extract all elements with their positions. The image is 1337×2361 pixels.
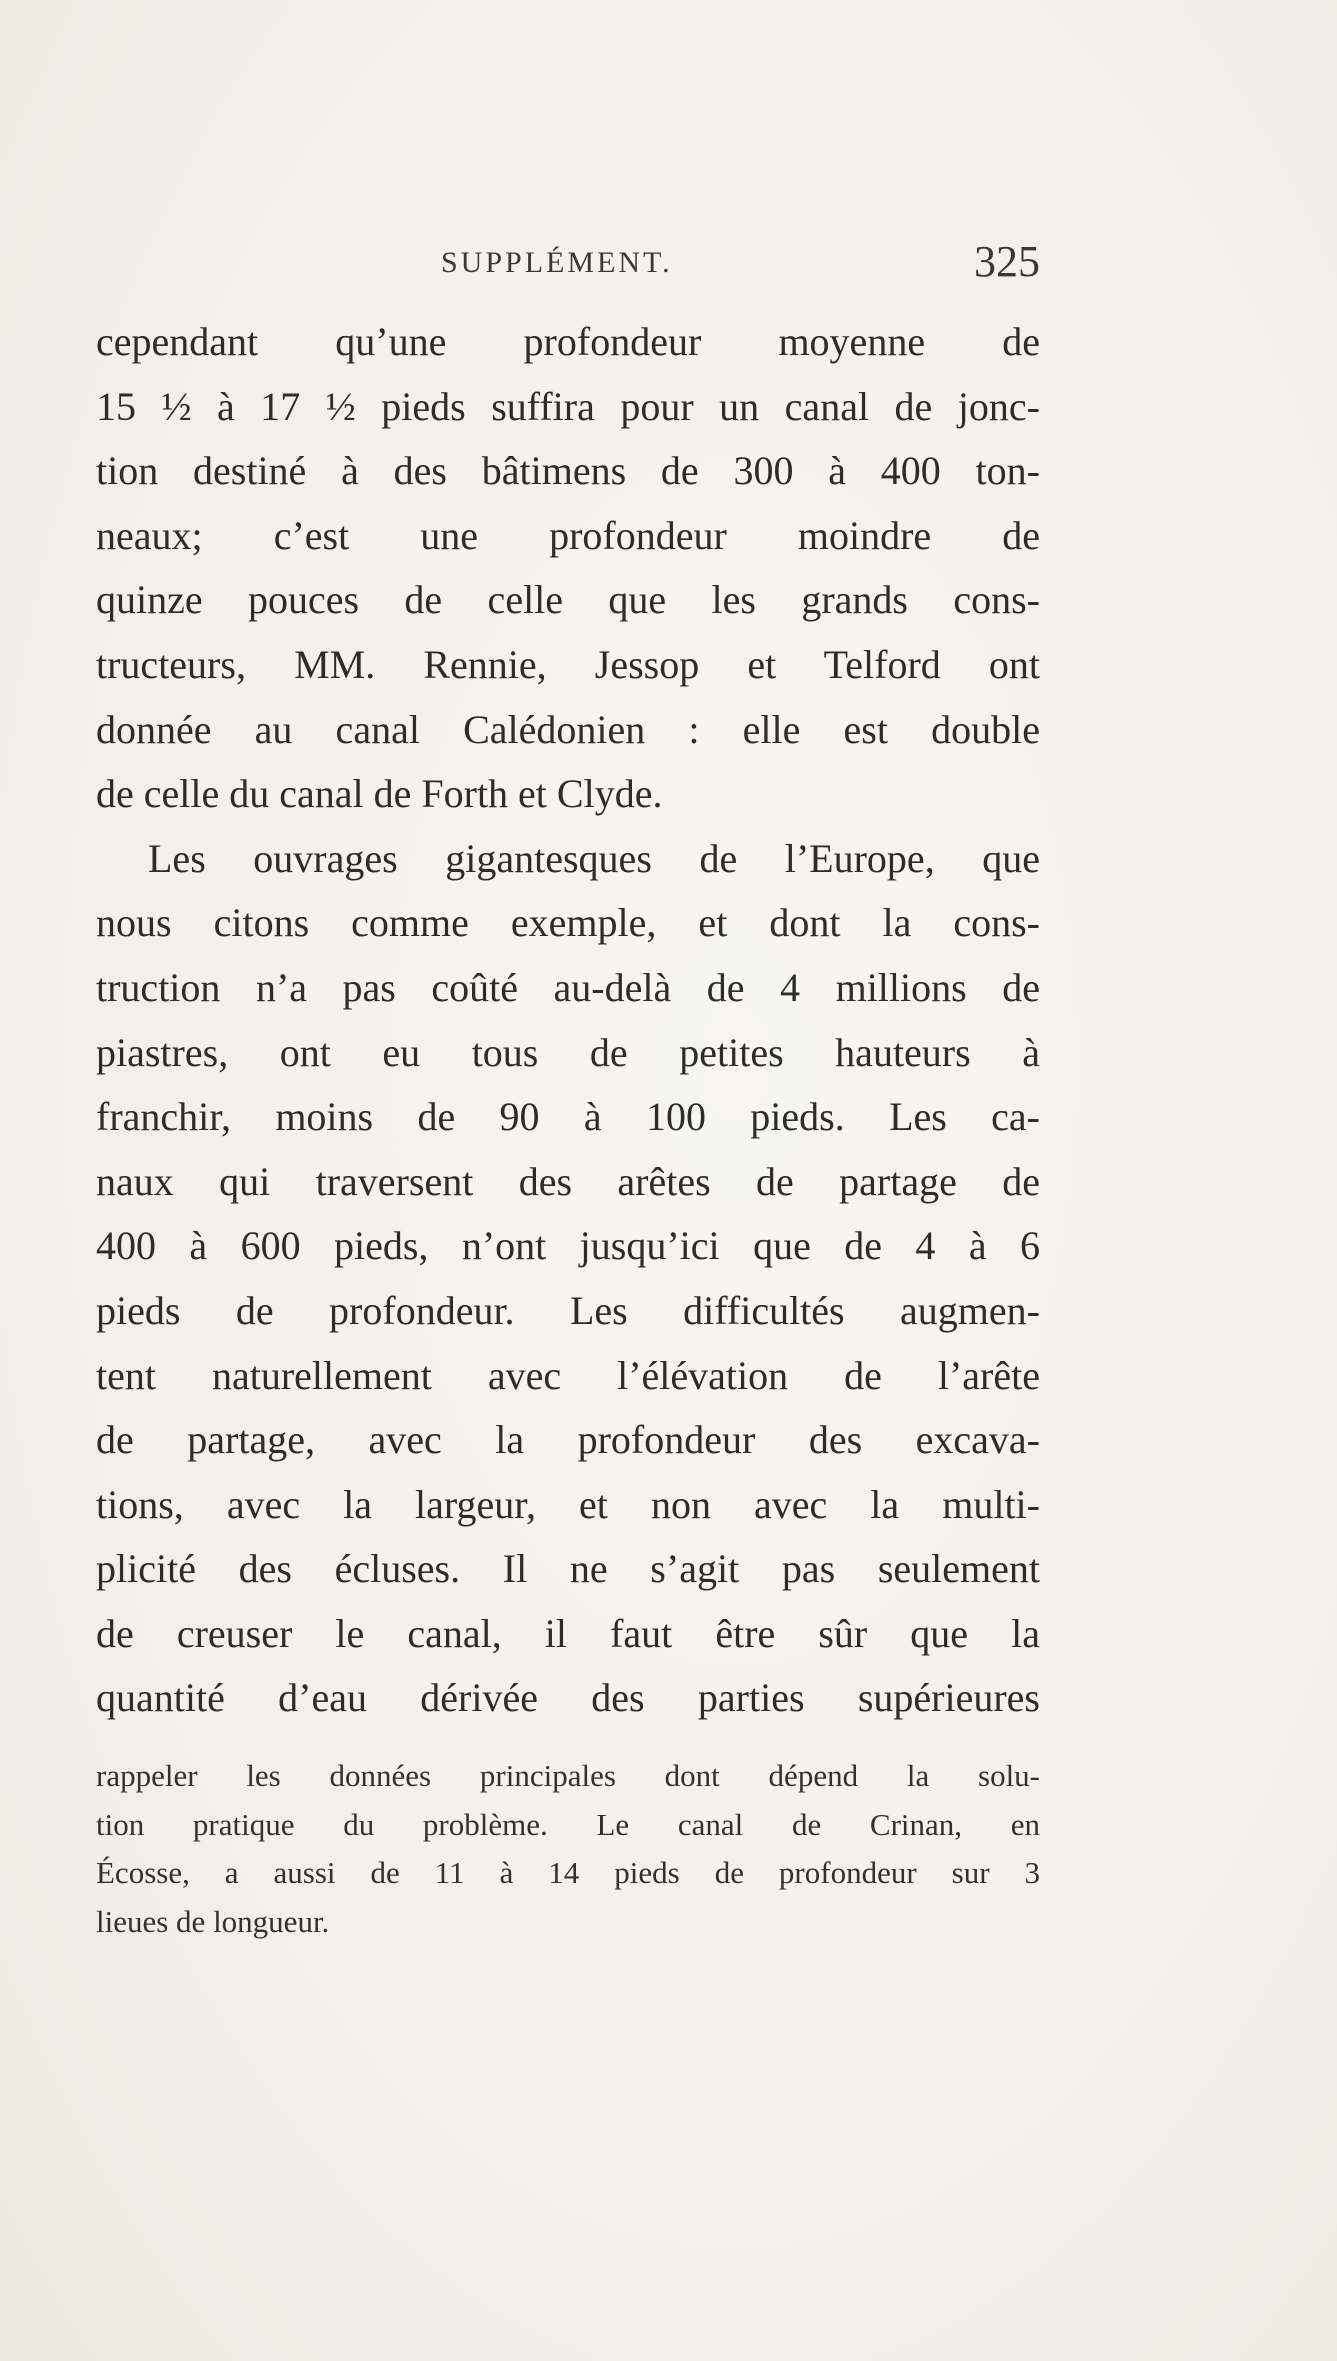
text-line: naux qui traversent des arêtes de partage de [96,1158,1040,1204]
text-line: truction n’a pas coûté au-delà de 4 millions de [96,964,1040,1010]
text-line: donnée au canal Calédonien : elle est double [96,706,1040,752]
footnote-line: Écosse, a aussi de 11 à 14 pieds de profondeur sur 3 [96,1855,1040,1890]
text-line: pieds de profondeur. Les difficultés augmen- [96,1287,1040,1333]
body-text [96,310,1040,1731]
text-line: quantité d’eau dérivée des parties supérieures [96,1675,1040,1721]
footnote [96,1752,1040,1946]
paragraph-first-line: Les ouvrages gigantesques de l’Europe, que [148,835,1040,881]
text-line: neaux; c’est une profondeur moindre de [96,512,1040,558]
running-head: SUPPLÉMENT. [441,246,673,279]
page-number: 325 [974,237,1040,286]
paragraph-end-line: de celle du canal de Forth et Clyde. [96,771,663,817]
text-line: cependant qu’une profondeur moyenne de [96,319,1040,364]
text-line: tent naturellement avec l’élévation de l’arête [96,1352,1040,1398]
footnote-line: tion pratique du problème. Le canal de Crinan, en [96,1806,1040,1842]
text-line: nous citons comme exemple, et dont la cons- [96,900,1040,946]
text-line: franchir, moins de 90 à 100 pieds. Les ca- [96,1094,1040,1140]
text-line: de partage, avec la profondeur des excava- [96,1417,1040,1463]
footnote-line: lieues de longueur. [96,1903,330,1939]
text-line: 400 à 600 pieds, n’ont jusqu’ici que de 4 à 6 [96,1223,1040,1269]
text-line: piastres, ont eu tous de petites hauteurs à [96,1029,1040,1075]
text-line: tions, avec la largeur, et non avec la multi- [96,1481,1040,1527]
text-line: de creuser le canal, il faut être sûr que la [96,1610,1040,1656]
text-line: plicité des écluses. Il ne s’agit pas seulement [96,1546,1040,1592]
text-line: 15 ½ à 17 ½ pieds suffira pour un canal de jonc- [96,383,1040,429]
page-header [96,237,1040,300]
text-line: tion destiné à des bâtimens de 300 à 400 ton- [96,448,1040,494]
text-line: quinze pouces de celle que les grands cons- [96,577,1040,623]
text-line: tructeurs, MM. Rennie, Jessop et Telford ont [96,641,1040,687]
footnote-line: rappeler les données principales dont dépend la solu- [96,1758,1040,1793]
